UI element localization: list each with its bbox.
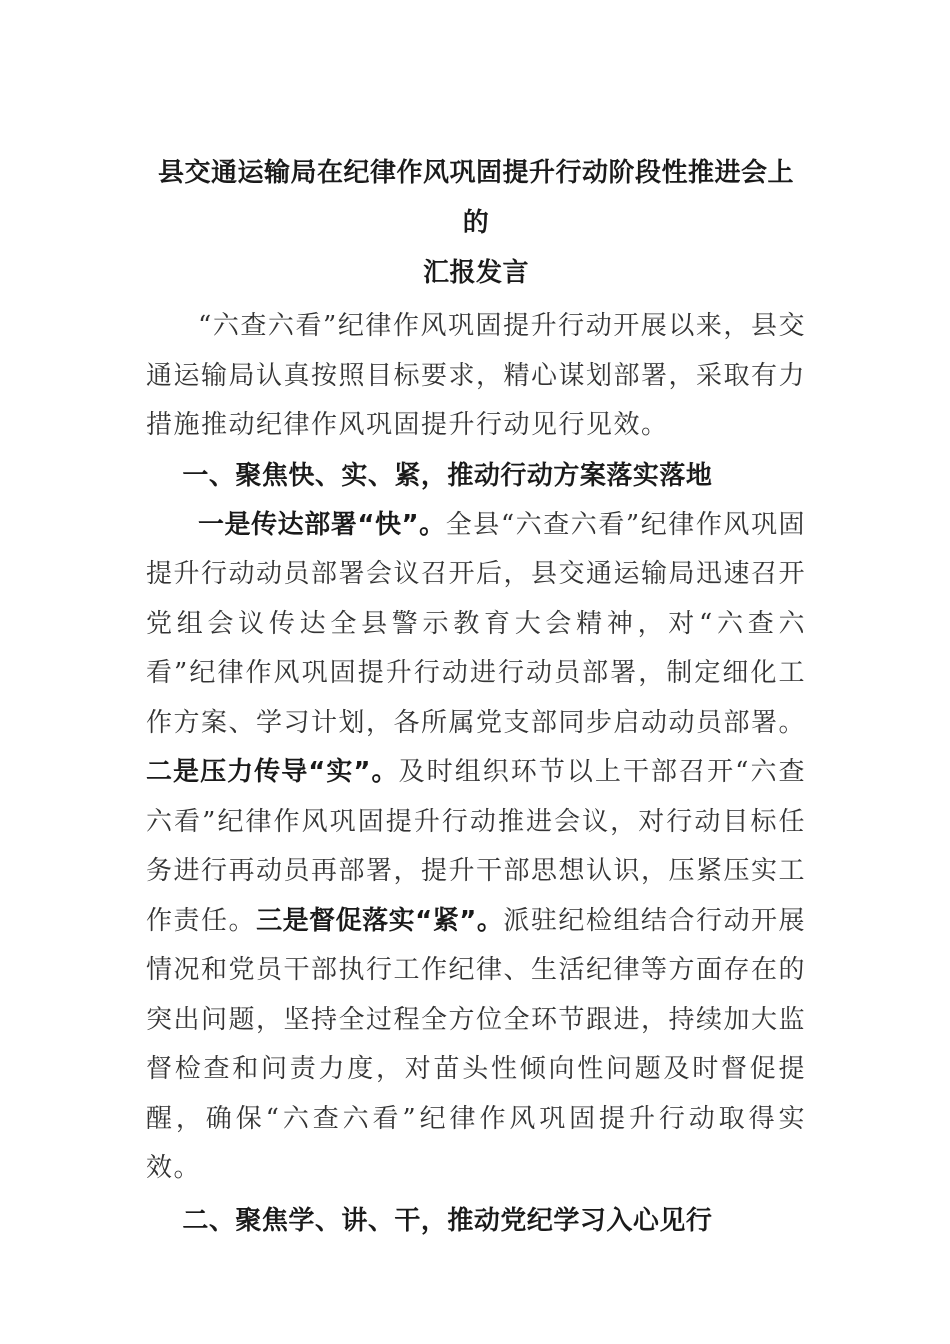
point-3-text: 派驻纪检组结合行动开展情况和党员干部执行工作纪律、生活纪律等方面存在的突出问题，坚持全过程全方位全环节跟进，持续加大监督检查和问责力度，对苗头性倾向性问题及时督促提醒，确保“六查六看”纪律作风巩固提升行动取得实效。 (146, 905, 807, 1183)
point-2-text: 及时组织环节以上干部召开“六查六看”纪律作风巩固提升行动推进会议，对行动目标任务进行再动员再部署，提升干部思想认识，压紧压实工作责任。 (146, 757, 807, 936)
section-1-body (146, 501, 806, 1194)
section-2-heading: 二、聚焦学、讲、干，推动党纪学习入心见行 (182, 1205, 713, 1236)
document-title (146, 148, 806, 298)
point-2-label: 二是压力传导“实”。 (146, 757, 399, 787)
point-1-label: 一是传达部署“快”。 (198, 509, 446, 540)
point-3-label: 三是督促落实“紧”。 (256, 905, 504, 936)
title-line-1: 县交通运输局在纪律作风巩固提升行动阶段性推进会上的 (157, 158, 794, 238)
intro-paragraph: “六查六看”纪律作风巩固提升行动开展以来，县交通运输局认真按照目标要求，精心谋划部署，采取有力措施推动纪律作风巩固提升行动见行见效。 (146, 311, 807, 440)
section-1-heading: 一、聚焦快、实、紧，推动行动方案落实落地 (182, 460, 713, 491)
document-page (146, 148, 806, 1246)
point-1-text: 全县“六查六看”纪律作风巩固提升行动动员部署会议召开后，县交通运输局迅速召开党组会议传达全县警示教育大会精神，对“六查六看”纪律作风巩固提升行动进行动员部署，制定细化工作方案、学习计划，各所属党支部同步启动动员部署。 (146, 509, 807, 738)
title-line-2: 汇报发言 (422, 258, 529, 288)
